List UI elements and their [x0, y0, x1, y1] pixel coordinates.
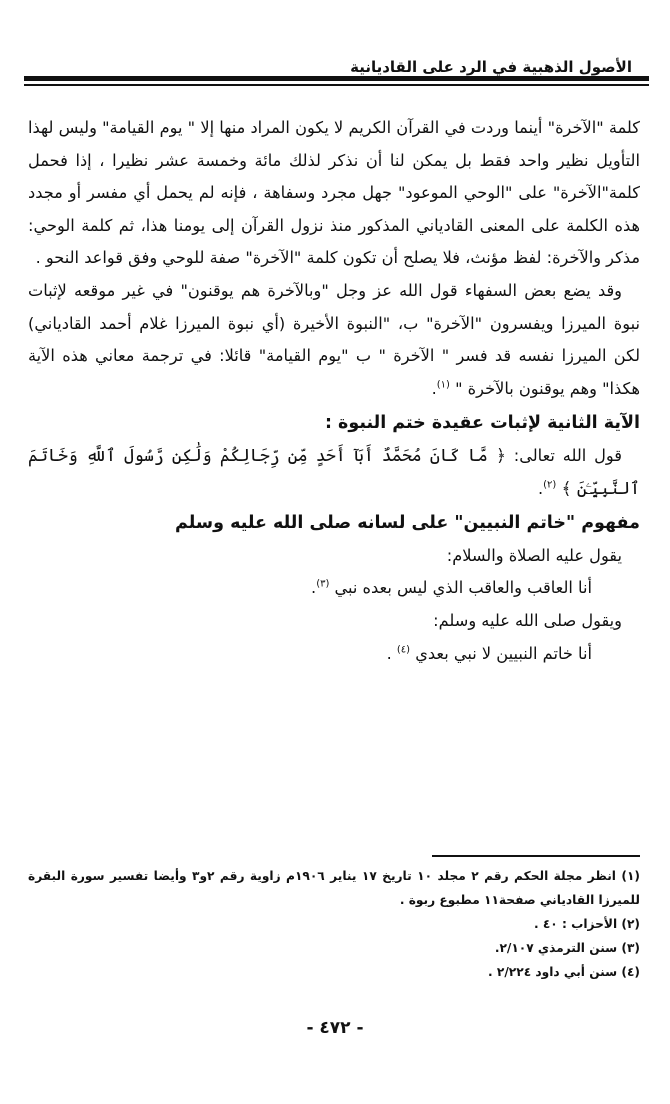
- verse-paragraph: قول الله تعالى: ﴿ مَّا كَانَ مُحَمَّدٌ أَبَآ أَحَدٍ مِّن رِّجَالِكُمْ وَلَٰكِن رَّسُولَ ٱللَّهِ وَخَاتَمَ ٱلنَّبِيِّـۧنَ ﴾ $^{(٢)}$.: [28, 445, 640, 499]
- footnote-1: (١) انظر مجلة الحكم رقم ٢ مجلد ١٠ تاريخ ١٧ يناير ١٩٠٦م زاوية رقم ٢و٣ وأيضا تفسير سورة البقرة للميرزا القادياني صفحة١١ مطبوع ربوة .: [28, 869, 640, 907]
- section-heading-verse: الآية الثانية لإثبات عقيدة ختم النبوة :: [324, 413, 640, 434]
- header-rule-thin: [24, 84, 649, 86]
- footnote-ref-3[interactable]: (٣): [316, 578, 330, 590]
- paragraph-1: كلمة "الآخرة" أينما وردت في القرآن الكريم لا يكون المراد منها إلا " يوم القيامة" وليس لهذا التأويل نظير واحد فقط بل يمكن لنا أن نذكر لذلك مائة وخمسة عشر نظيرا ، إذا فحمل كلمة"الآخرة" على "الوحي الموعود" جهل مجرد وسفاهة ، فإنه لم يحمل أي مفسر أو مجدد هذه الكلمة على المعنى القادياني المذكور منذ نزول القرآن إلى يومنا هذا، ثم كلمة الوحي: مذكر والآخرة: لفظ مؤنث، فلا يصلح أن تكون كلمة "الآخرة" صفة للوحي وفق قواعد النحو .: [28, 118, 640, 268]
- hadith-2-intro: ويقول صلى الله عليه وسلم:: [433, 610, 622, 630]
- footnote-ref-2[interactable]: (٢): [543, 479, 557, 491]
- paragraph-2: وقد يضع بعض السفهاء قول الله عز وجل "وبالآخرة هم يوقنون" في غير موقعه لإثبات نبوة الميرزا ويفسرون "الآخرة" ب، "النبوة الأخيرة (أي نبوة الميرزا غلام أحمد القادياني) لكن الميرزا نفسه قد فسر " الآخرة " ب "يوم القيامة" قائلا: في ترجمة معاني هذه الآية هكذا" وهم يوقنون بالآخرة " $^{(١)}$.: [28, 280, 640, 398]
- footnote-3: (٣) سنن الترمذي ٢/١٠٧.: [494, 941, 640, 955]
- hadith-2: أنا خاتم النبيين لا نبي بعدي $^{(٤)}$ .: [386, 643, 592, 663]
- footnote-2: (٢) الأحزاب : ٤٠ .: [533, 917, 640, 931]
- section-heading-hadith: مفهوم "خاتم النبيين" على لسانه صلى الله عليه وسلم: [175, 513, 640, 534]
- quran-verse: ﴿ مَّا كَانَ مُحَمَّدٌ أَبَآ أَحَدٍ مِّن رِّجَالِكُمْ وَلَٰكِن رَّسُولَ ٱللَّهِ وَخَاتَمَ ٱلنَّبِيِّـۧنَ ﴾: [28, 445, 640, 499]
- footnote-4: (٤) سنن أبي داود ٢/٢٢٤ .: [488, 965, 640, 979]
- hadith-1-intro: يقول عليه الصلاة والسلام:: [446, 545, 622, 565]
- hadith-1: أنا العاقب والعاقب الذي ليس بعده نبي $^{(٣)}$.: [311, 578, 592, 598]
- main-text: [28, 112, 640, 670]
- footnote-ref-4[interactable]: (٤): [396, 644, 411, 656]
- footnote-separator: [432, 855, 640, 857]
- footnotes: [28, 864, 640, 984]
- running-header-title: الأصول الذهبية في الرد على القاديانية: [350, 58, 632, 76]
- page-number: - ٤٧٢ -: [306, 1018, 364, 1038]
- verse-intro: قول الله تعالى:: [513, 445, 622, 465]
- header-rule-thick: [24, 76, 649, 81]
- footnote-ref-1[interactable]: (١): [436, 379, 450, 391]
